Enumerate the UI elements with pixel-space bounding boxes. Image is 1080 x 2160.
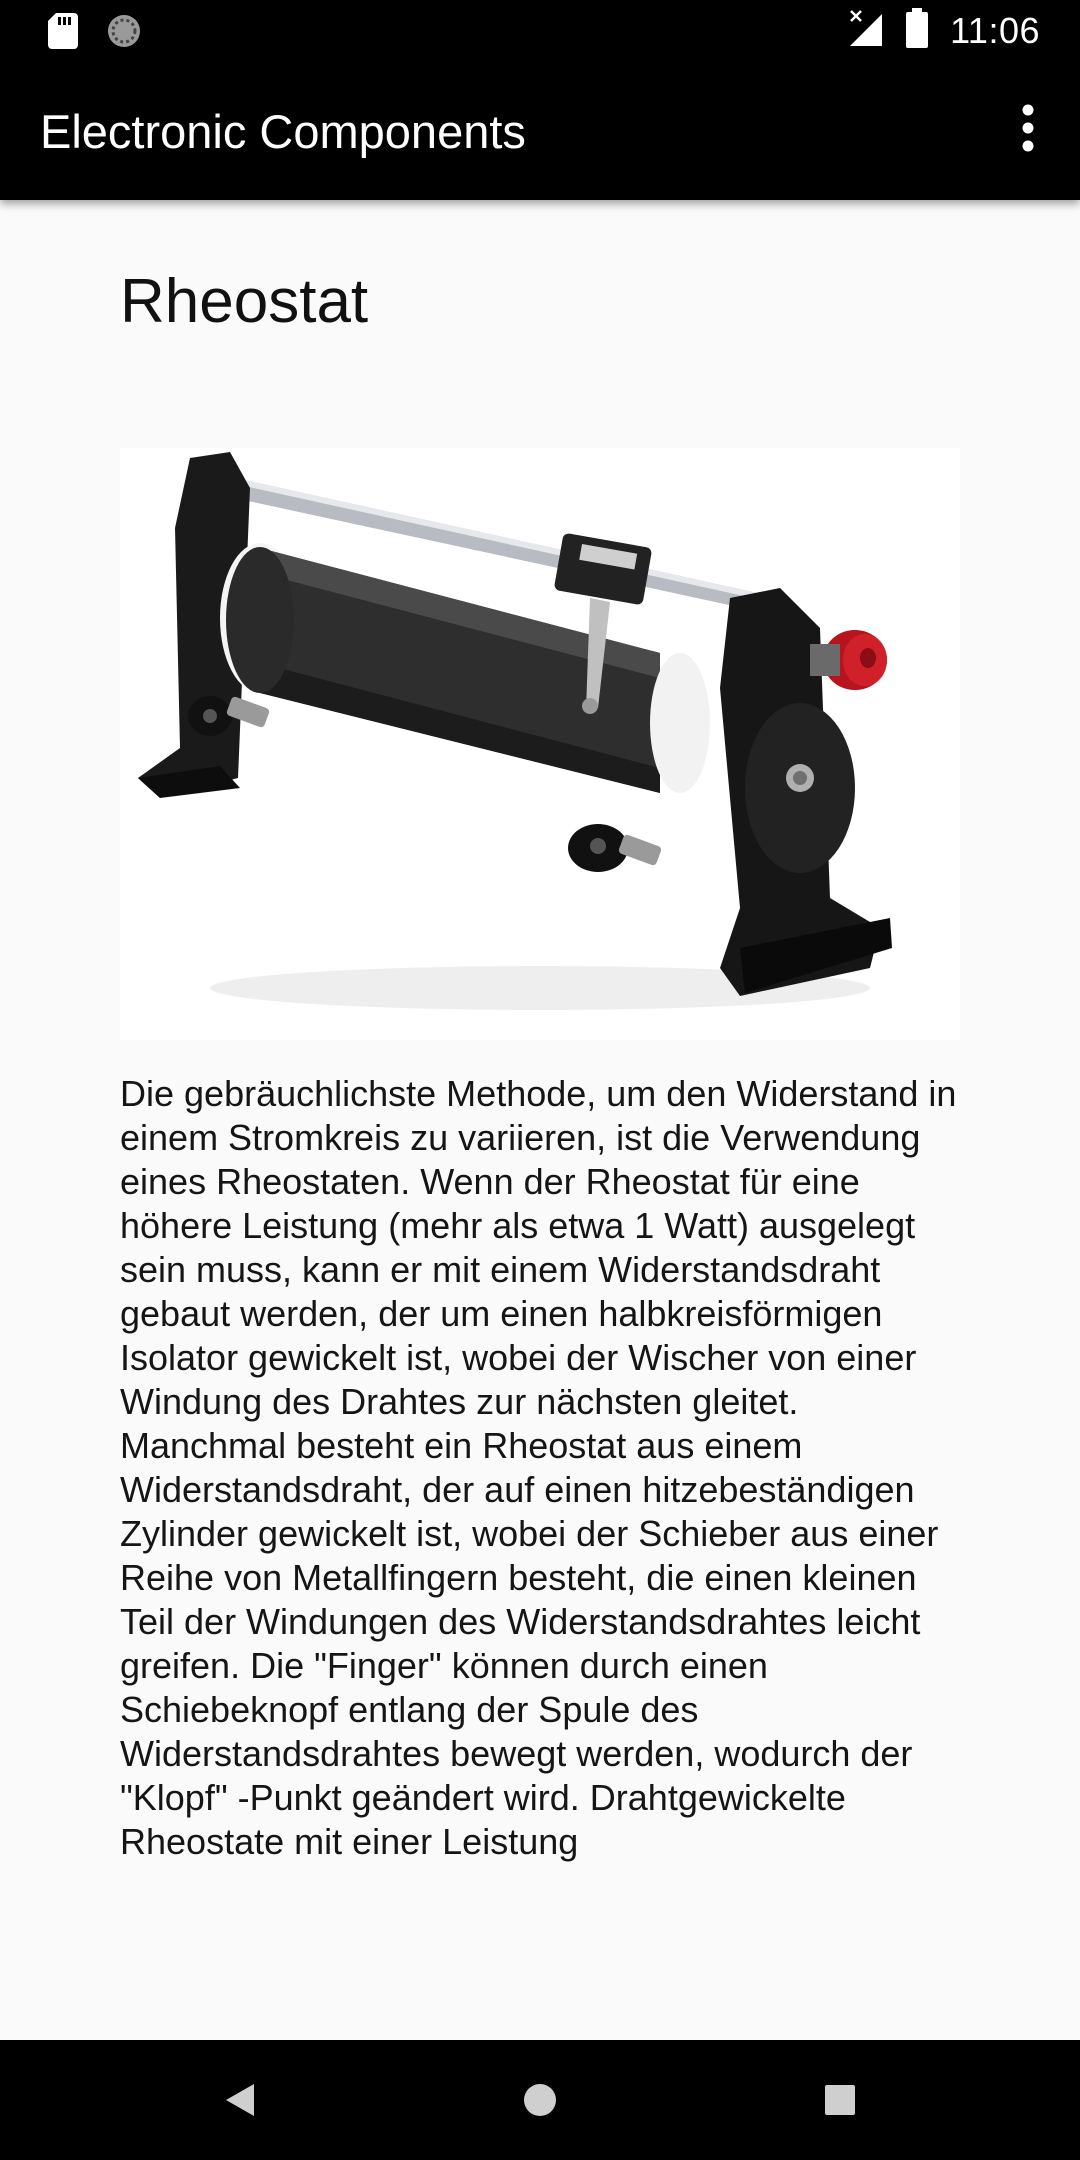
status-left-icons <box>48 13 142 54</box>
description-text: Die gebräuchlichste Methode, um den Widerstand in einem Stromkreis zu variieren, ist die Verwendung eines Rheostaten. Wenn der Rheostat für eine höhere Leistung (mehr als etwa 1 Watt) ausgelegt sein muss, kann er mit einem Widerstandsdraht gebaut werden, der um einen halbkreisförmigen Isolator gewickelt ist, wobei der Wischer von einer Windung des Drahtes zur nächsten gleitet. Manchmal besteht ein Rheostat aus einem Widerstandsdraht, der auf einen hitzebeständigen Zylinder gewickelt ist, wobei der Schieber aus einer Reihe von Metallfingern besteht, die einen kleinen Teil der Windungen des Widerstandsdrahtes leicht greifen. Die "Finger" können durch einen Schiebeknopf entlang der Spule des Widerstandsdrahtes bewegt werden, wodurch der "Klopf" -Punkt geändert wird. Drahtgewickelte Rheostate mit einer Leistung <box>120 1073 957 1862</box>
sync-icon <box>106 13 142 54</box>
page-title: Rheostat <box>120 267 369 336</box>
overflow-menu-button[interactable] <box>1004 98 1052 158</box>
battery-icon <box>906 8 928 53</box>
home-icon <box>510 2070 570 2130</box>
rheostat-image <box>120 448 960 1040</box>
navigation-bar <box>0 2040 1080 2160</box>
recents-icon <box>810 2070 870 2130</box>
recents-button[interactable] <box>810 2070 870 2130</box>
scroll-content[interactable] <box>0 200 1080 2040</box>
home-button[interactable] <box>510 2070 570 2130</box>
back-icon <box>210 2070 270 2130</box>
app-bar <box>0 62 1080 200</box>
back-button[interactable] <box>210 2070 270 2130</box>
signal-icon <box>848 8 884 53</box>
status-bar <box>0 0 1080 62</box>
app-title: Electronic Components <box>40 105 526 158</box>
more-vert-icon <box>1004 98 1052 158</box>
status-right-icons <box>848 8 1040 53</box>
sd-card-icon <box>48 13 78 54</box>
status-time: 11:06 <box>950 9 1040 51</box>
